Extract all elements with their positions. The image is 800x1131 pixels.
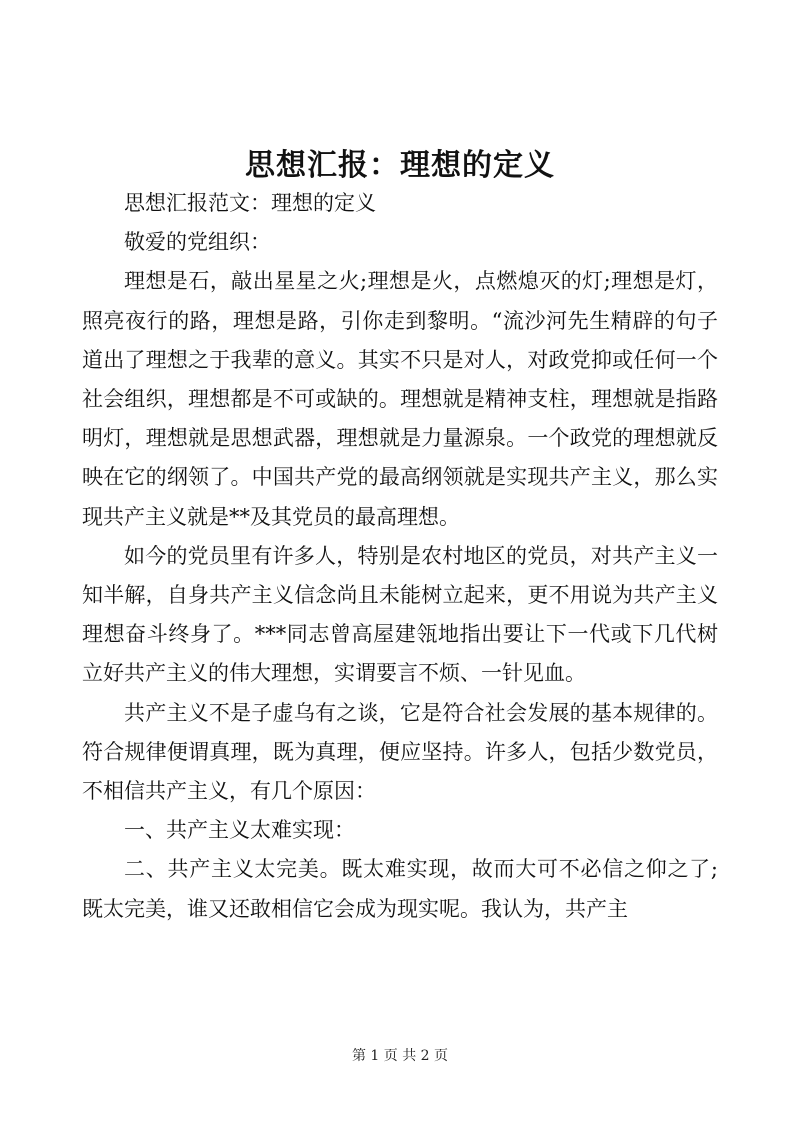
page-footer: 第 1 页 共 2 页 [351,1048,449,1064]
document-body [82,184,718,929]
paragraph: 共产主义不是子虚乌有之谈，它是符合社会发展的基本规律的。符合规律便谓真理，既为真理，便应坚持。许多人，包括少数党员，不相信共产主义，有几个原因： [82,700,718,804]
paragraph: 如今的党员里有许多人，特别是农村地区的党员，对共产主义一知半解，自身共产主义信念尚且未能树立起来，更不用说为共产主义理想奋斗终身了。***同志曾高屋建瓴地指出要让下一代或下几代树立好共产主义的伟大理想，实谓要言不烦、一针见血。 [82,543,718,686]
paragraph: 理想是石，敲出星星之火;理想是火，点燃熄灭的灯;理想是灯，照亮夜行的路，理想是路，引你走到黎明。“流沙河先生精辟的句子道出了理想之于我辈的意义。其实不只是对人，对政党抑或任何一个社会组织，理想都是不可或缺的。理想就是精神支柱，理想就是指路明灯，理想就是思想武器，理想就是力量源泉。一个政党的理想就反映在它的纲领了。中国共产党的最高纲领就是实现共产主义，那么实现共产主义就是**及其党员的最高理想。 [82,269,718,529]
paragraph-subtitle: 思想汇报范文：理想的定义 [124,191,376,215]
paragraph-list-item: 二、共产主义太完美。既太难实现，故而大可不必信之仰之了;既太完美，谁又还敢相信它会成为现实呢。我认为，共产主 [82,857,718,921]
paragraph-list-item: 一、共产主义太难实现： [124,818,355,843]
document-title: 思想汇报：理想的定义 [245,148,555,183]
paragraph-salutation: 敬爱的党组织： [124,230,271,255]
